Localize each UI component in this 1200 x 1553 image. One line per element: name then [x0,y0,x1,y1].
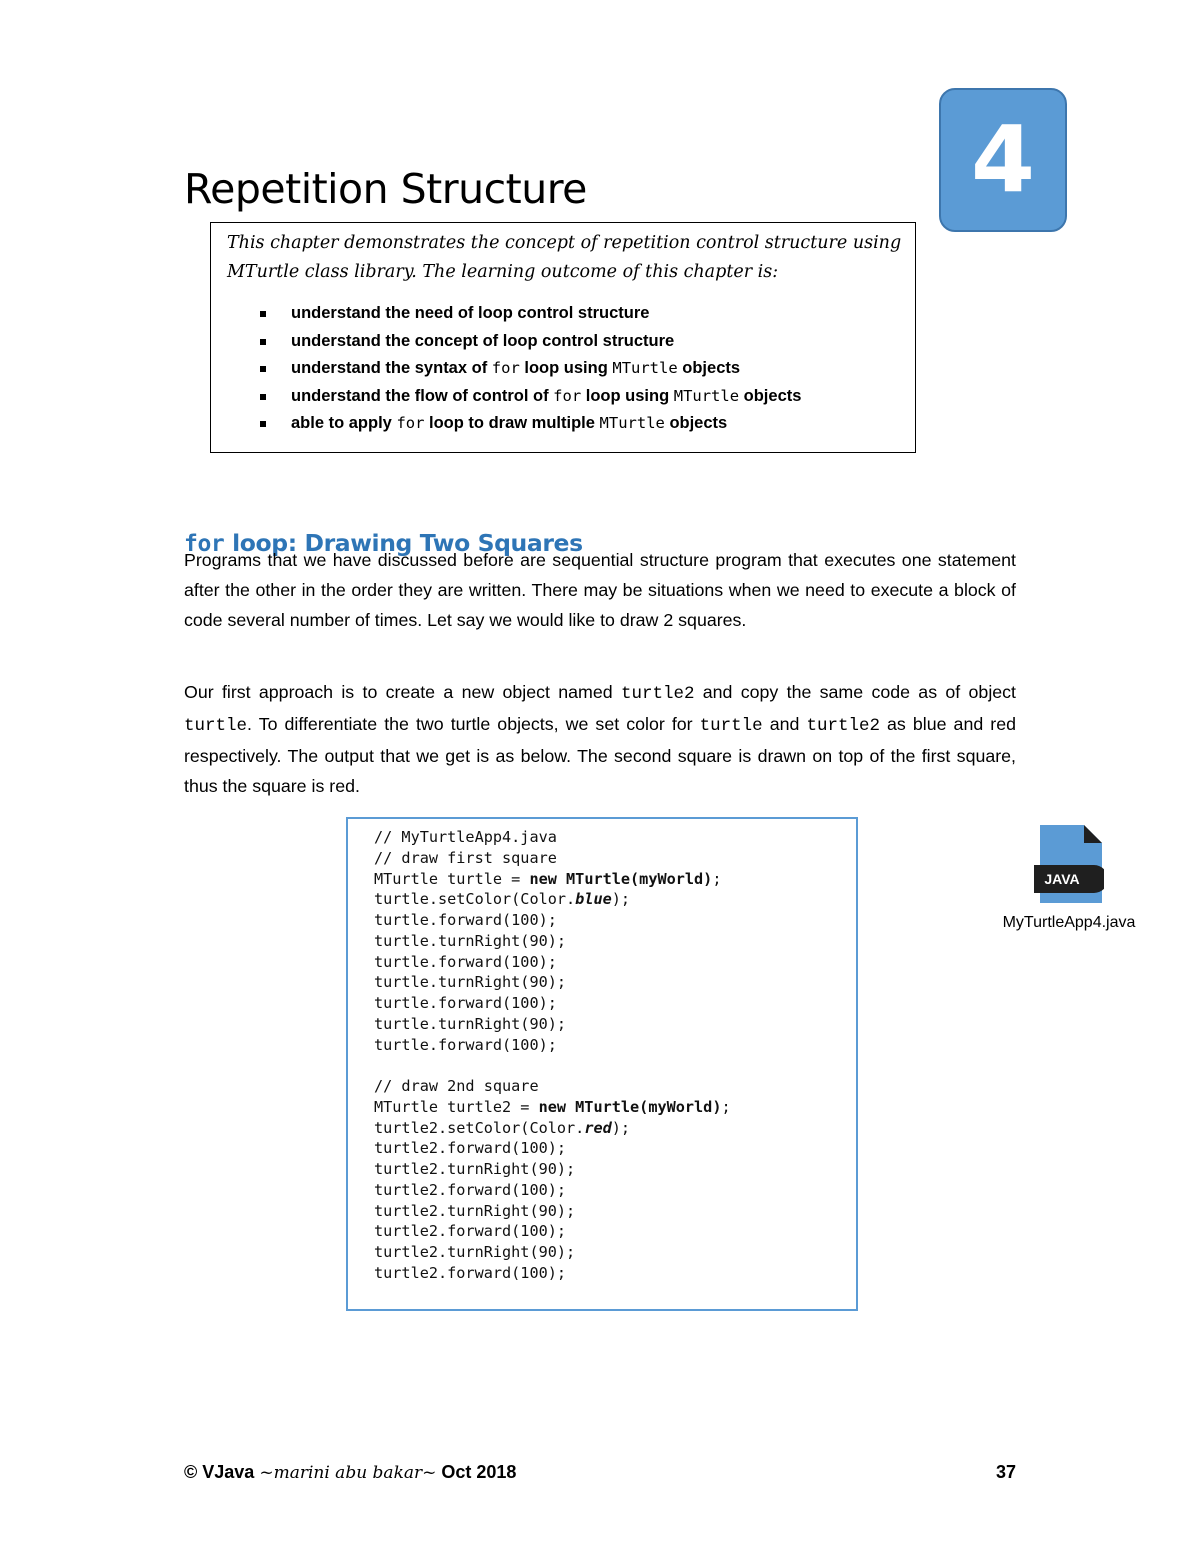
svg-text:JAVA: JAVA [1044,871,1080,887]
bullet-icon [260,421,266,427]
code-block: // MyTurtleApp4.java // draw first square MTurtle turtle = new MTurtle(myWorld); turtle.setColor(Color.blue); turtle.forward(100); turtle.turnRight(90); turtle.forward(100); turtle.turnRight(90); turtle.forward(100); turtle.turnRight(90); turtle.forward(100); // draw 2nd square MTurtle turtle2 = new MTurtle(myWorld); turtle2.setColor(Color.red); turtle2.forward(100); turtle2.turnRight(90); turtle2.forward(100); turtle2.turnRight(90); turtle2.forward(100); turtle2.turnRight(90); turtle2.forward(100); [374,828,731,1282]
list-item: able to apply for loop to draw multiple MTurtle objects [211,410,801,438]
body-paragraph: Our first approach is to create a new object named turtle2 and copy the same code as of object turtle. To differentiate the two turtle objects, we set color for turtle and turtle2 as blue and red respectively. The output that we get is as below. The second square is drawn on top of the first square, thus the square is red. [184,682,1016,796]
learning-outcomes-intro: This chapter demonstrates the concept of repetition control structure using MTurtle class library. The learning outcome of this chapter is: [227,233,902,282]
chapter-title: Repetition Structure [184,165,587,214]
footer-copyright: © VJava ~marini abu bakar~ Oct 2018 [184,1462,517,1483]
bullet-icon [260,366,266,372]
bullet-icon [260,394,266,400]
list-item: understand the flow of control of for loop using MTurtle objects [211,383,801,411]
code-listing [346,817,858,1311]
bullet-icon [260,311,266,317]
bullet-icon [260,339,266,345]
learning-outcomes-list [211,300,801,438]
body-paragraph: Programs that we have discussed before are sequential structure program that executes one statement after the other in the order they are written. There may be situations when we need to execute a block of code several number of times. Let say we would like to draw 2 squares. [184,550,1016,630]
chapter-number-badge: 4 [939,88,1067,232]
learning-outcomes-box [210,222,916,453]
list-item: understand the need of loop control structure [211,300,801,328]
file-name-label[interactable]: MyTurtleApp4.java [1002,914,1136,931]
java-file-icon[interactable] [1032,823,1104,905]
page-number: 37 [995,1462,1016,1482]
section-heading: for loop: Drawing Two Squares [184,528,583,557]
list-item: understand the concept of loop control structure [211,328,801,356]
list-item: understand the syntax of for loop using MTurtle objects [211,355,801,383]
